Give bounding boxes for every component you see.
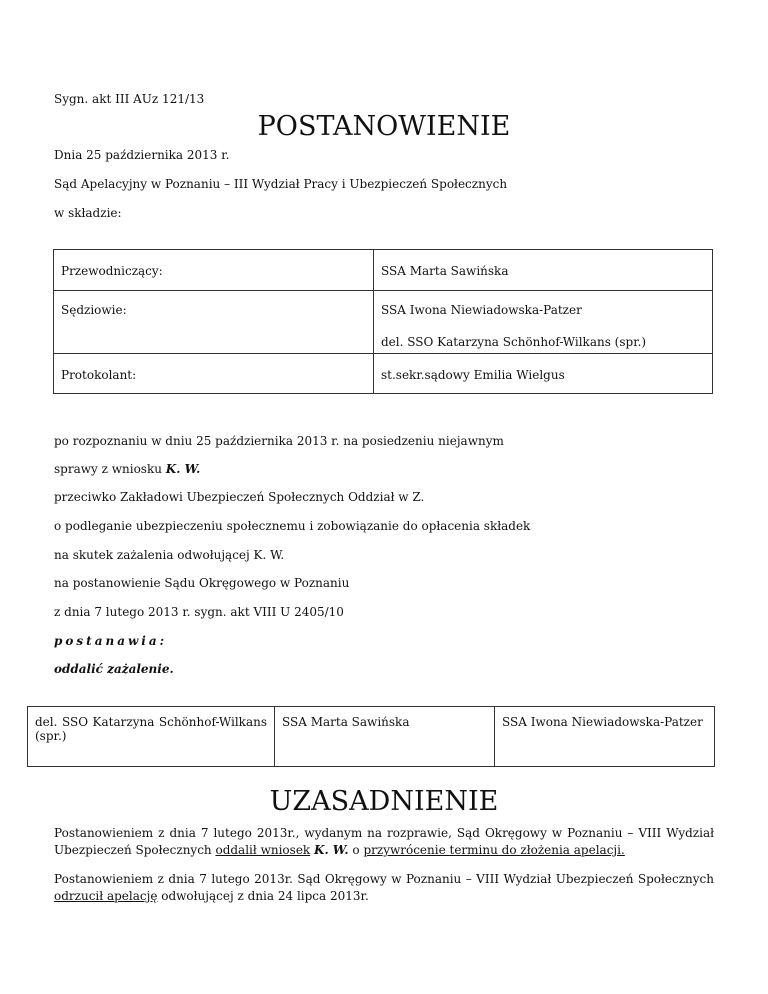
signature-1: del. SSO Katarzyna Schönhof-Wilkans (spr.) bbox=[28, 707, 275, 767]
date-line: Dnia 25 października 2013 r. bbox=[54, 148, 230, 162]
judges-label: Sędziowie: bbox=[54, 291, 374, 354]
body-line-5: na skutek zażalenia odwołującej K. W. bbox=[54, 548, 285, 562]
reasons-p2-underline: odrzucił apelację bbox=[54, 889, 158, 903]
body-line-7: z dnia 7 lutego 2013 r. sygn. akt VIII U 2405/10 bbox=[54, 605, 344, 619]
reasons-paragraph-1 bbox=[54, 825, 714, 859]
table-row bbox=[54, 354, 713, 394]
body-line-2-prefix: sprawy z wniosku bbox=[54, 462, 166, 476]
reasons-p2-text: Postanowieniem z dnia 7 lutego 2013r. Sąd Okręgowy w Poznaniu – VIII Wydział Ubezpieczeń Społecznych bbox=[54, 872, 714, 886]
reasons-p1-name: K. W. bbox=[314, 843, 349, 857]
reasons-p1-mid: o bbox=[348, 843, 364, 857]
applicant-name: K. W. bbox=[165, 462, 201, 476]
court-line: Sąd Apelacyjny w Poznaniu – III Wydział Pracy i Ubezpieczeń Społecznych bbox=[54, 177, 508, 191]
chair-name: SSA Marta Sawińska bbox=[374, 250, 713, 291]
table-row bbox=[54, 250, 713, 291]
reasons-p1-underline-1: oddalił wniosek bbox=[215, 843, 311, 857]
composition-intro: w składzie: bbox=[54, 206, 122, 220]
body-line-4: o podleganie ubezpieczeniu społecznemu i zobowiązanie do opłacenia składek bbox=[54, 519, 531, 533]
body-line-1: po rozpoznaniu w dniu 25 października 2013 r. na posiedzeniu niejawnym bbox=[54, 434, 504, 448]
judges-cell bbox=[374, 291, 713, 354]
reasons-p2-tail: odwołującej z dnia 24 lipca 2013r. bbox=[157, 889, 369, 903]
reasons-paragraph-2 bbox=[54, 871, 714, 905]
reasons-p1-underline-2: przywrócenie terminu do złożenia apelacji. bbox=[363, 843, 625, 857]
reasons-p1-text: Postanowieniem z dnia 7 lutego 2013r., wydanym na rozprawie, Sąd Okręgowy w Poznaniu – VIII Wydział Ubezpieczeń Społecznych bbox=[54, 826, 714, 857]
reasons-title: UZASADNIENIE bbox=[269, 786, 499, 817]
signature-2: SSA Marta Sawińska bbox=[275, 707, 495, 767]
signatures-table bbox=[27, 706, 715, 767]
judge-2: del. SSO Katarzyna Schönhof-Wilkans (spr.) bbox=[381, 335, 647, 349]
clerk-name: st.sekr.sądowy Emilia Wielgus bbox=[374, 354, 713, 394]
chair-label: Przewodniczący: bbox=[54, 250, 374, 291]
signature-3: SSA Iwona Niewiadowska-Patzer bbox=[495, 707, 715, 767]
clerk-label: Protokolant: bbox=[54, 354, 374, 394]
table-row bbox=[28, 707, 715, 767]
body-line-3: przeciwko Zakładowi Ubezpieczeń Społecznych Oddział w Z. bbox=[54, 490, 425, 504]
body-line-2 bbox=[54, 462, 200, 476]
body-line-6: na postanowienie Sądu Okręgowego w Poznaniu bbox=[54, 576, 350, 590]
table-row bbox=[54, 291, 713, 354]
decision-text: oddalić zażalenie. bbox=[54, 662, 174, 676]
decides-heading: postanawia: bbox=[54, 634, 168, 648]
court-panel-table bbox=[53, 249, 713, 394]
case-signature: Sygn. akt III AUz 121/13 bbox=[54, 92, 205, 106]
judge-1: SSA Iwona Niewiadowska-Patzer bbox=[381, 303, 582, 317]
document-title: POSTANOWIENIE bbox=[257, 111, 511, 142]
